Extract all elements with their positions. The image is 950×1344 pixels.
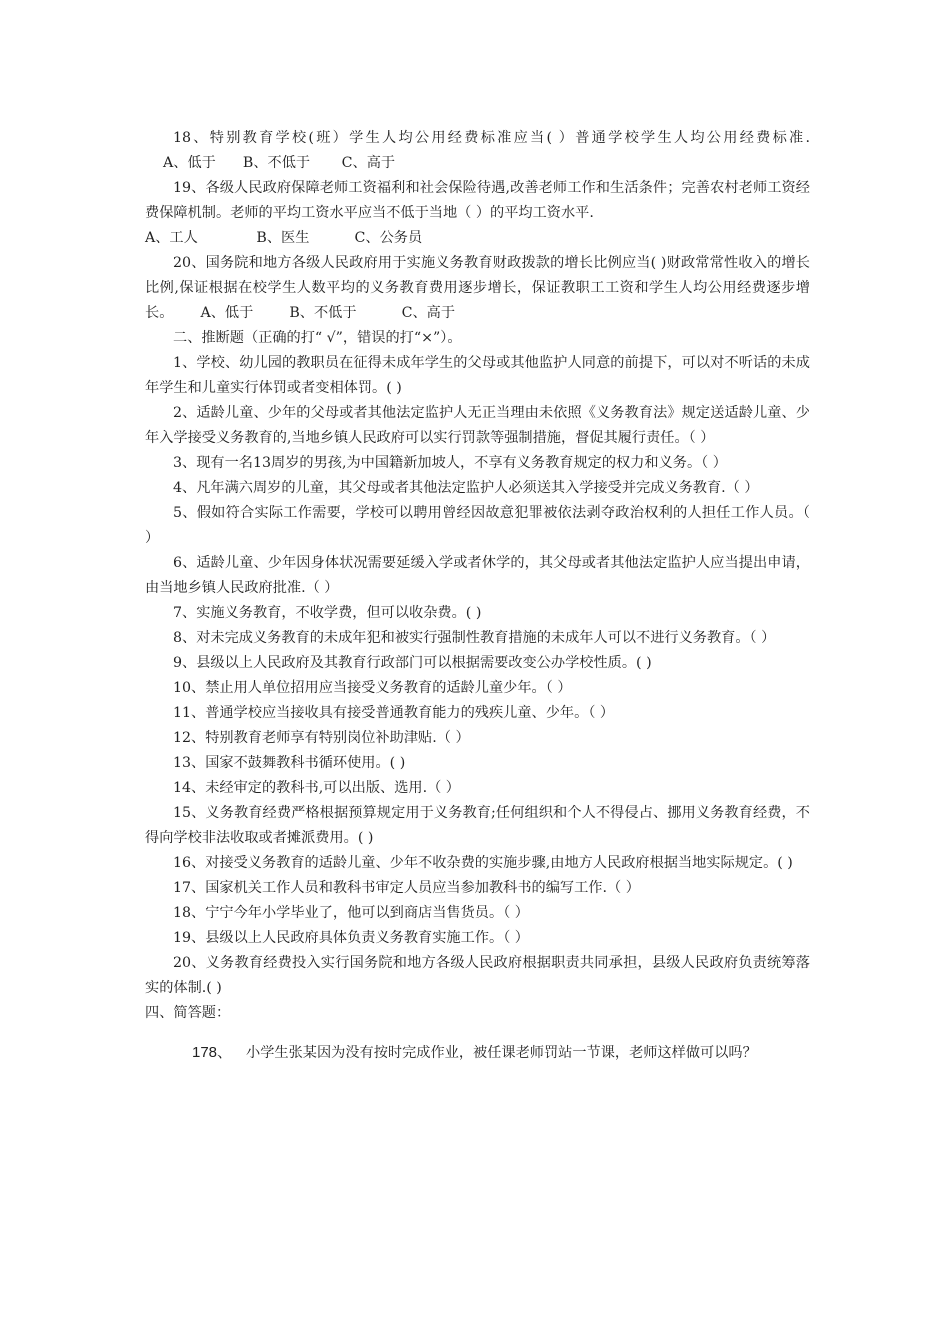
judgment-item: 1、学校、幼儿园的教职员在征得未成年学生的父母或其他监护人同意的前提下，可以对不听话的未成年学生和儿童实行体罚或者变相体罚。( ): [145, 355, 810, 396]
judgment-item: 10、禁止用人单位招用应当接受义务教育的适龄儿童少年。（ ）: [173, 680, 572, 696]
judgment-item: 20、义务教育经费投入实行国务院和地方各级人民政府根据职责共同承担，县级人民政府负责统筹落实的体制.( ): [145, 955, 810, 996]
judgment-item: 5、假如符合实际工作需要，学校可以聘用曾经因故意犯罪被依法剥夺政治权利的人担任工作人员。（ ）: [145, 505, 810, 546]
judgment-item: 2、适龄儿童、少年的父母或者其他法定监护人无正当理由未依照《义务教育法》规定送适龄儿童、少年入学接受义务教育的,当地乡镇人民政府可以实行罚款等强制措施，督促其履行责任。（ ）: [145, 405, 810, 446]
judgment-item: 4、凡年满六周岁的儿童，其父母或者其他法定监护人必须送其入学接受并完成义务教育.（ ）: [173, 480, 759, 496]
judgment-item: 11、普通学校应当接收具有接受普通教育能力的残疾儿童、少年。（ ）: [173, 705, 615, 721]
judgment-item: 7、实施义务教育，不收学费，但可以收杂费。( ): [173, 605, 482, 621]
judgment-item: 17、国家机关工作人员和教科书审定人员应当参加教科书的编写工作.（ ）: [173, 880, 640, 896]
question-text: 小学生张某因为没有按时完成作业，被任课老师罚站一节课，老师这样做可以吗？: [246, 1045, 757, 1061]
mc-options-19: A、工人 B、医生 C、公务员: [145, 230, 423, 246]
mc-question-20: 20、国务院和地方各级人民政府用于实施义务教育财政拨款的增长比例应当( )财政常常性收入的增长比例,保证根据在校学生人数平均的义务教育费用逐步增长，保证教职工工资和学生人均公用经费逐步增长。 A、低于 B、不低于 C、高于: [145, 255, 810, 321]
judgment-item: 9、县级以上人民政府及其教育行政部门可以根据需要改变公办学校性质。( ): [173, 655, 652, 671]
judgment-item: 14、未经审定的教科书,可以出版、选用.（ ）: [173, 780, 460, 796]
judgment-item: 3、现有一名13周岁的男孩,为中国籍新加坡人，不享有义务教育规定的权力和义务。（ ）: [173, 455, 727, 471]
mc-options-20: A、低于 B、不低于 C、高于: [173, 305, 456, 321]
document-page: [145, 126, 810, 1066]
short-answer-question-178: [145, 1040, 810, 1066]
judgment-item: 8、对未完成义务教育的未成年犯和被实行强制性教育措施的未成年人可以不进行义务教育。（ ）: [173, 630, 776, 646]
judgment-item: 16、对接受义务教育的适龄儿童、少年不收杂费的实施步骤,由地方人民政府根据当地实际规定。( ): [173, 855, 793, 871]
judgment-item: 19、县级以上人民政府具体负责义务教育实施工作。（ ）: [173, 930, 529, 946]
mc-options-18: A、低于 B、不低于 C、高于: [145, 155, 396, 171]
judgment-item: 12、特别教育老师享有特别岗位补助津贴.（ ）: [173, 730, 470, 746]
judgment-item: 13、国家不鼓舞教科书循环使用。( ): [173, 755, 406, 771]
judgment-item: 18、宁宁今年小学毕业了，他可以到商店当售货员。（ ）: [173, 905, 529, 921]
section-title-judgment: 二、推断题（正确的打“ √”，错误的打“×”）。: [173, 330, 462, 346]
mc-question-18: 18、特别教育学校(班）学生人均公用经费标准应当( ）普通学校学生人均公用经费标准. A、低于 B、不低于 C、高于: [145, 130, 810, 171]
question-number: 178、: [192, 1044, 233, 1061]
section-title-short-answer: 四、简答题：: [145, 1005, 231, 1021]
mc-question-19: 19、各级人民政府保障老师工资福利和社会保险待遇,改善老师工作和生活条件；完善农村老师工资经费保障机制。老师的平均工资水平应当不低于当地（ ）的平均工资水平.: [145, 180, 810, 221]
judgment-item: 6、适龄儿童、少年因身体状况需要延缓入学或者休学的，其父母或者其他法定监护人应当提出申请，由当地乡镇人民政府批准.（ ）: [145, 555, 810, 596]
judgment-item: 15、义务教育经费严格根据预算规定用于义务教育;任何组织和个人不得侵占、挪用义务教育经费，不得向学校非法收取或者摊派费用。( ): [145, 805, 810, 846]
